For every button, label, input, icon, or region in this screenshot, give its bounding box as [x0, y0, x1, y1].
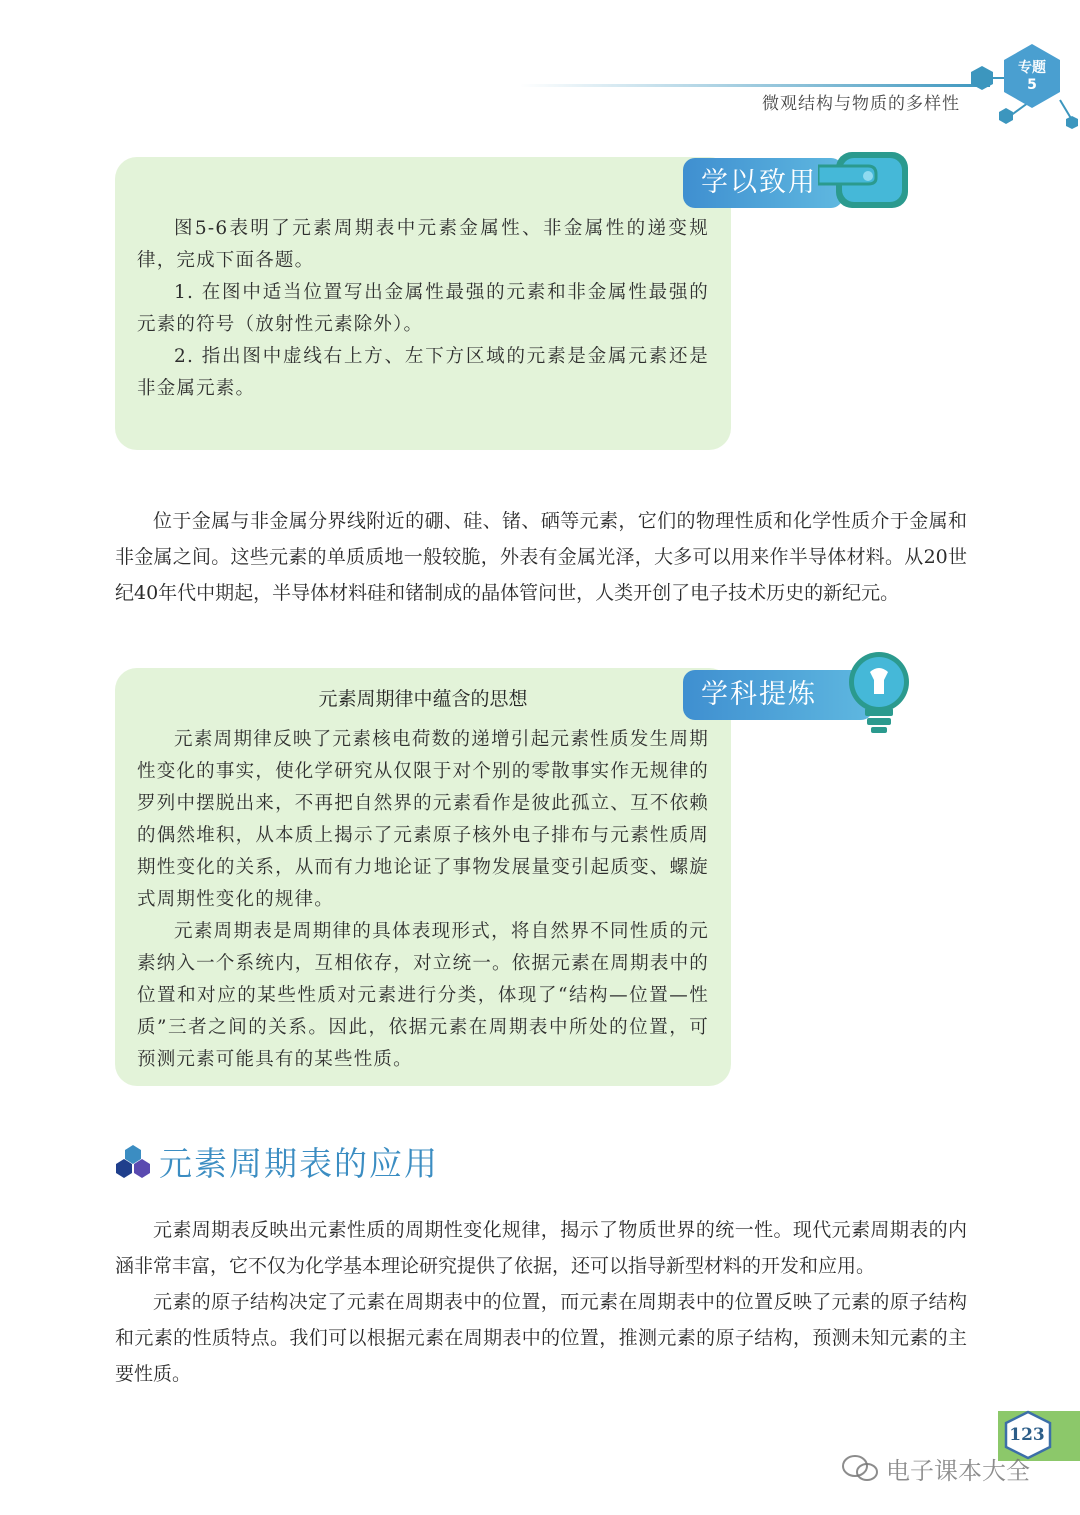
section-body: [115, 1212, 967, 1392]
section-paragraph-1: 元素周期表反映出元素性质的周期性变化规律，揭示了物质世界的统一性。现代元素周期表的内涵非常丰富，它不仅为化学基本理论研究提供了依据，还可以指导新型材料的开发和应用。: [115, 1219, 967, 1277]
apply-question-2: 2. 指出图中虚线右上方、左下方区域的元素是金属元素还是非金属元素。: [137, 346, 709, 399]
header-subtitle: 微观结构与物质的多样性: [762, 94, 960, 114]
apply-intro: 图5-6表明了元素周期表中元素金属性、非金属性的递变规律，完成下面各题。: [137, 218, 709, 271]
refine-box: [115, 668, 731, 1086]
cubes-icon: [115, 1143, 151, 1179]
refine-box-text: [137, 724, 709, 1076]
section-paragraph-2: 元素的原子结构决定了元素在周期表中的位置，而元素在周期表中的位置反映了元素的原子结构和元素的性质特点。我们可以根据元素在周期表中的位置，推测元素的原子结构，预测未知元素的主要性质。: [115, 1291, 967, 1385]
paragraph-text: 位于金属与非金属分界线附近的硼、硅、锗、硒等元素，它们的物理性质和化学性质介于金属和非金属之间。这些元素的单质质地一般较脆，外表有金属光泽，大多可以用来作半导体材料。从20世纪40年代中期起，半导体材料硅和锗制成的晶体管问世，人类开创了电子技术历史的新纪元。: [115, 510, 967, 604]
watermark: [840, 1452, 1030, 1484]
lightbulb-icon: [846, 650, 912, 736]
section-title: 元素周期表的应用: [159, 1143, 439, 1183]
section-heading: [115, 1138, 439, 1184]
wechat-icon: [840, 1453, 880, 1483]
watermark-text: 电子课本大全: [886, 1456, 1030, 1485]
apply-box: [115, 157, 731, 450]
body-paragraph-semiconductor: [115, 503, 967, 611]
topic-label: 专题: [1018, 60, 1046, 76]
refine-paragraph-1: 元素周期律反映了元素核电荷数的递增引起元素性质发生周期性变化的事实，使化学研究从仅限于对个别的零散事实作无规律的罗列中摆脱出来，不再把自然界的元素看作是彼此孤立、互不依赖的偶然堆积，从本质上揭示了元素原子核外电子排布与元素性质周期性变化的关系，从而有力地论证了事物发展量变引起质变、螺旋式周期性变化的规律。: [137, 729, 709, 910]
topic-number: 5: [1027, 77, 1037, 93]
refine-box-title: 元素周期律中蕴含的思想: [318, 688, 528, 710]
page-number: 123: [1009, 1425, 1045, 1445]
header-rule: [520, 84, 990, 87]
refine-paragraph-2: 元素周期表是周期律的具体表现形式，将自然界不同性质的元素纳入一个系统内，互相依存，对立统一。依据元素在周期表中的位置和对应的某些性质对元素进行分类，体现了“结构—位置—性质”三者之间的关系。因此，依据元素在周期表中所处的位置，可预测元素可能具有的某些性质。: [137, 921, 709, 1070]
refine-tag: 学科提炼: [683, 670, 873, 720]
topic-badge: [1004, 60, 1060, 94]
pointing-hand-icon: [818, 140, 912, 212]
apply-question-1: 1. 在图中适当位置写出金属性最强的元素和非金属性最强的元素的符号（放射性元素除外）。: [137, 282, 709, 335]
apply-tag: 学以致用: [683, 158, 843, 208]
apply-box-text: [137, 213, 709, 405]
